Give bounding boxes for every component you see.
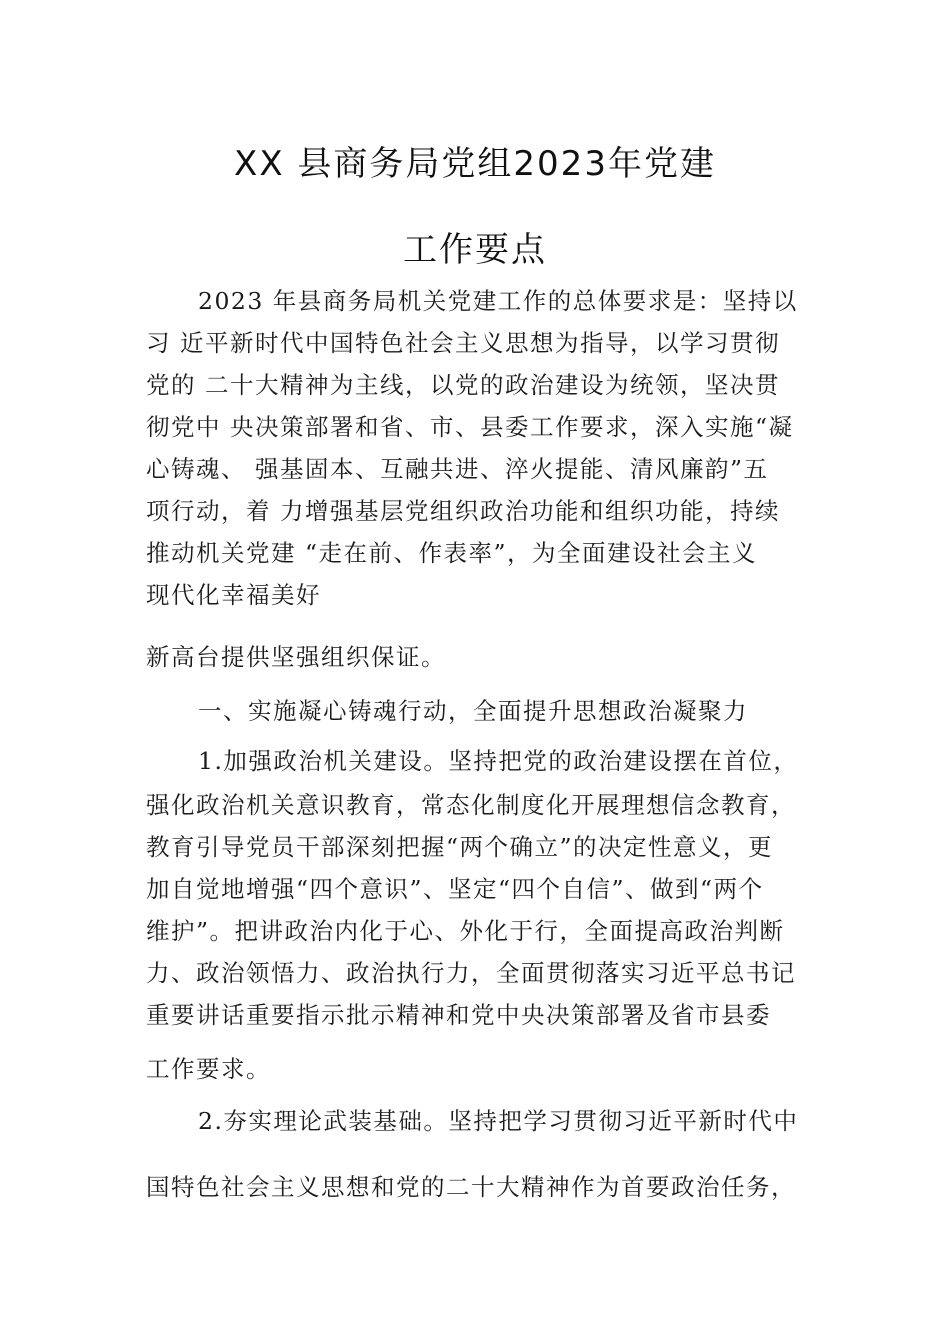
section-heading: 一、实施凝心铸魂行动，全面提升思想政治凝聚力 [198, 697, 748, 725]
paragraph-line: 推动机关党建 “走在前、作表率”，为全面建设社会主义 [146, 539, 757, 567]
paragraph-line: 工作要求。 [146, 1055, 271, 1083]
paragraph-line: 心铸魂、 强基固本、互融共进、淬火提能、清风廉韵”五 [146, 455, 769, 483]
paragraph-line: 维护”。把讲政治内化于心、外化于行，全面提高政治判断 [146, 917, 785, 945]
document-title-line-1: XX 县商务局党组2023年党建 [234, 144, 716, 184]
paragraph-line: 新高台提供坚强组织保证。 [146, 643, 446, 671]
paragraph-line: 现代化幸福美好 [146, 581, 321, 609]
paragraph-line: 2.夯实理论武装基础。坚持把学习贯彻习近平新时代中 [198, 1107, 799, 1135]
paragraph-line: 重要讲话重要指示批示精神和党中央决策部署及省市县委 [146, 1001, 771, 1029]
document-title-line-2: 工作要点 [403, 230, 547, 270]
paragraph-line: 教育引导党员干部深刻把握“两个确立”的决定性意义，更 [146, 833, 774, 861]
paragraph-line: 习 近平新时代中国特色社会主义思想为指导，以学习贯彻 [146, 329, 780, 357]
paragraph-line: 项行动，着 力增强基层党组织政治功能和组织功能，持续 [146, 497, 780, 525]
paragraph-line: 加自觉地增强“四个意识”、坚定“四个自信”、做到“两个 [146, 875, 764, 903]
paragraph-line: 强化政治机关意识教育，常态化制度化开展理想信念教育， [146, 791, 796, 819]
paragraph-line: 力、政治领悟力、政治执行力，全面贯彻落实习近平总书记 [146, 959, 796, 987]
paragraph-line: 2023 年县商务局机关党建工作的总体要求是：坚持以 [198, 287, 798, 315]
paragraph-line: 党的 二十大精神为主线，以党的政治建设为统领，坚决贯 [146, 371, 780, 399]
paragraph-line: 彻党中 央决策部署和省、市、县委工作要求，深入实施“凝 [146, 413, 794, 441]
paragraph-line: 国特色社会主义思想和党的二十大精神作为首要政治任务， [146, 1173, 796, 1201]
paragraph-line: 1.加强政治机关建设。坚持把党的政治建设摆在首位， [198, 747, 799, 775]
